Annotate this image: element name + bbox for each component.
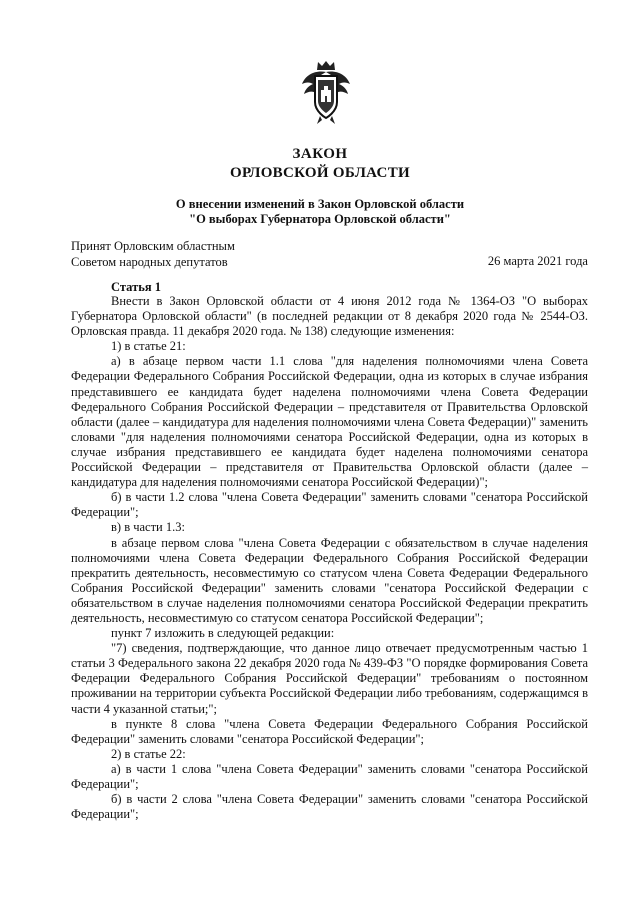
paragraph: "7) сведения, подтверждающие, что данное лицо отвечает предусмотренным частью 1 статьи 3 Федерального закона 22 декабря 2020 года № 439-ФЗ "О порядке формирования Совета Федерации Федерального Собрания Российской Федерации" требованиям о постоянном проживании на территории субъекта Российской Федерации либо требованиям, содержащимся в части 4 указанной статьи;"; (71, 641, 588, 716)
paragraph: 2) в статье 22: (111, 746, 186, 761)
paragraph: б) в части 1.2 слова "члена Совета Федерации" заменить словами "сенатора Российской Федерации"; (71, 490, 588, 520)
coat-of-arms-icon (300, 60, 352, 126)
article-body (71, 294, 588, 822)
document-subtitle-line2: "О выборах Губернатора Орловской области" (189, 212, 451, 226)
adoption-line1: Принят Орловским областным (71, 239, 235, 253)
paragraph: в абзаце первом слова "члена Совета Федерации с обязательством в случае наделения полномочиями члена Совета Федерации Федерального Собрания Российской Федерации прекратить деятельность, несовместимую со статусом члена Совета Федерации Федерального Собрания Российской Федерации" заменить словами "сенатора Российской Федерации с обязательством в случае наделения полномочиями сенатора Российской Федерации прекратить деятельность, несовместимую со статусом сенатора Российской Федерации"; (71, 535, 588, 625)
adoption-line2: Советом народных депутатов (71, 255, 228, 269)
adoption-info (71, 238, 235, 270)
document-title-line1: ЗАКОН (292, 146, 348, 162)
paragraph: в пункте 8 слова "члена Совета Федерации Федерального Собрания Российской Федерации" заменить словами "сенатора Российской Федерации"; (71, 716, 588, 746)
adoption-date: 26 марта 2021 года (487, 254, 588, 268)
paragraph: в) в части 1.3: (111, 520, 185, 535)
paragraph: а) в части 1 слова "члена Совета Федерации" заменить словами "сенатора Российской Федерации"; (71, 761, 588, 791)
document-subtitle-line1: О внесении изменений в Закон Орловской области (175, 197, 465, 211)
article-title: Статья 1 (111, 280, 161, 294)
paragraph: пункт 7 изложить в следующей редакции: (111, 626, 335, 641)
paragraph: б) в части 2 слова "члена Совета Федерации" заменить словами "сенатора Российской Федерации"; (71, 792, 588, 822)
document-title-line2: ОРЛОВСКОЙ ОБЛАСТИ (230, 165, 410, 181)
paragraph: Внести в Закон Орловской области от 4 июня 2012 года № 1364-ОЗ "О выборах Губернатора Орловской области" (в последней редакции от 8 декабря 2020 года № 2544-ОЗ. Орловская правда. 11 декабря 2020 года. № 138) следующие изменения: (71, 294, 588, 339)
paragraph: 1) в статье 21: (111, 339, 186, 354)
paragraph: а) в абзаце первом части 1.1 слова "для наделения полномочиями члена Совета Федерации Федерального Собрания Российской Федерации, одна из которых в случае избрания представившего ее кандидата будет наделена полномочиями члена Совета Федерации Федерального Собрания Российской Федерации – представителя от Правительства Орловской области (далее – кандидатура для наделения полномочиями члена Совета Федерации)" заменить словами "для наделения полномочиями сенатора Российской Федерации, одна из которых в случае избрания представившего ее кандидата будет наделена полномочиями сенатора Российской Федерации – представителя от Правительства Орловской области (далее – кандидатура для наделения полномочиями сенатора Российской Федерации)"; (71, 354, 588, 490)
